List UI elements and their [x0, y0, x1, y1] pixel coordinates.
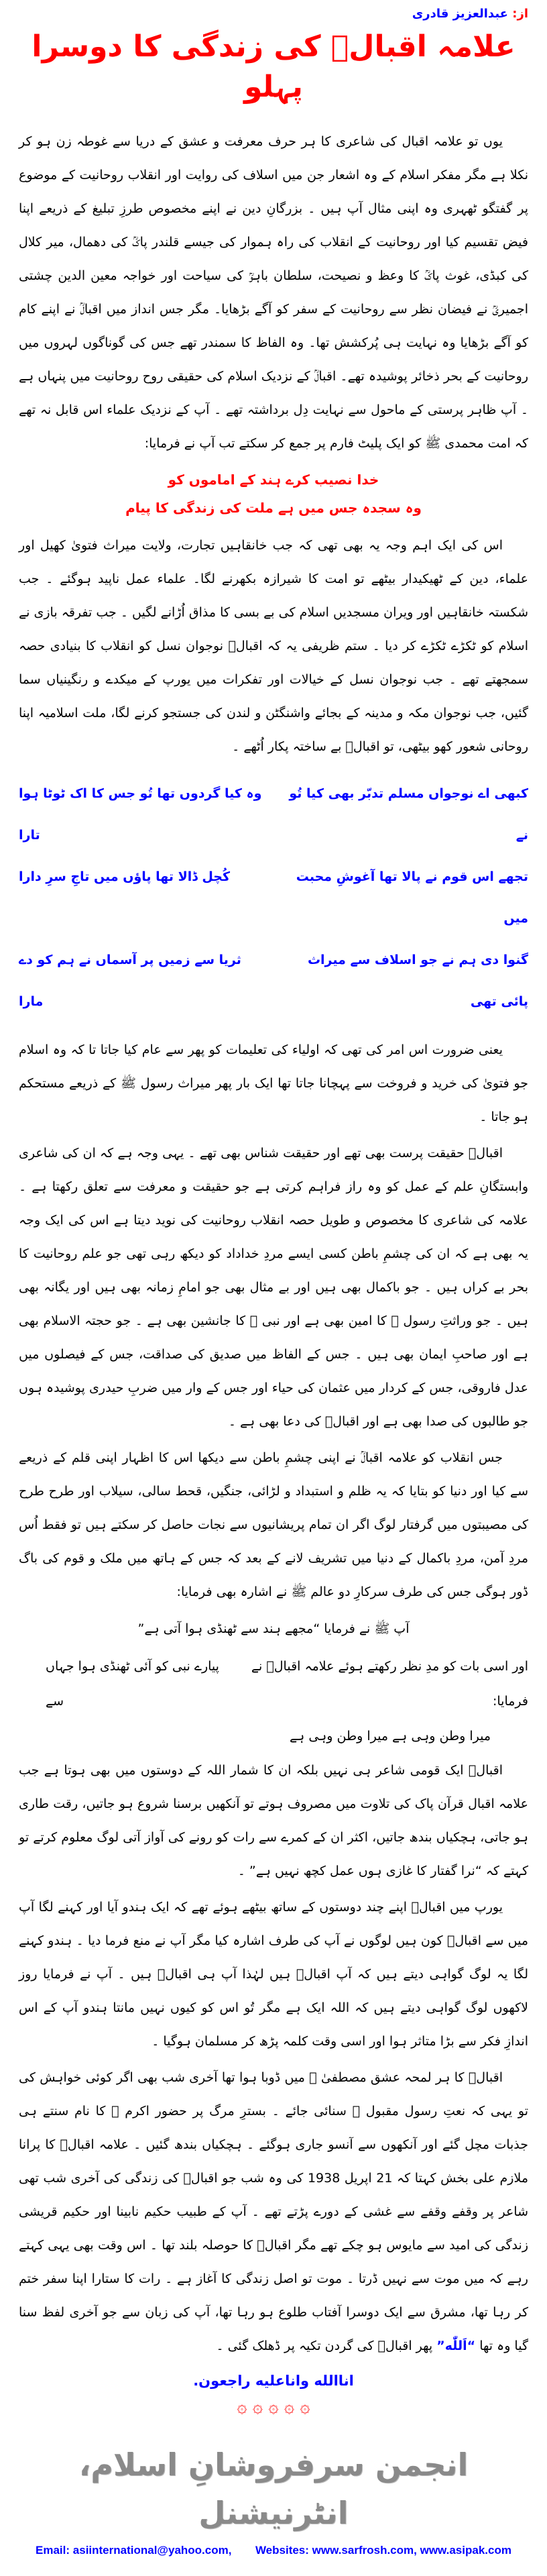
paragraph-7-text: یورپ میں اقبالؒ اپنے چند دوستوں کے ساتھ بیٹھے ہوئے تھے کہ ایک ہندو آیا اور کہنے لگا آپ میں سے اقبالؒ کون ہیں لوگوں نے آپ کی طرف اشارہ کیا مگر آپ نے منع فرما دیا ۔ ہندو کہنے لگا یہ لوگ گواہی دیتے ہیں کہ آپ اقبالؒ ہیں لہٰذا آپ ہی اقبالؒ ہیں ۔ آپ نے فرمایا روز لاکھوں لوگ گواہی دیتے ہیں کہ اللہ ایک ہے مگر تُو اس کو کیوں نہیں مانتا ہندو آپ کے اس اندازِ فکر سے بڑا متاثر ہوا اور اسی وقت کلمہ پڑھ کر مسلمان ہوگیا ۔	[19, 1900, 528, 2049]
red-verse	[19, 466, 528, 522]
couplet-hemistich-left: ثریا سے زمیں پر آسماں نے ہم کو دے مارا	[19, 953, 241, 1009]
couplet-hemistich-left: کُچل ڈالا تھا پاؤں میں تاجِ سرِ دارا	[19, 869, 231, 884]
couplet-row	[19, 939, 528, 1022]
watan-couplet-line-1: پیارے نبی کو آئی ٹھنڈی ہوا جہاں سے	[46, 1659, 219, 1709]
paragraph-8-text-after: پھر اقبالؒ کی گردن تکیہ پر ڈھلک گئی ۔	[216, 2339, 437, 2353]
paragraph-1	[19, 125, 528, 460]
paragraph-4-text: اقبالؒ حقیقت پرست بھی تھے اور حقیقت شناس بھی تھے ۔ یہی وجہ ہے کہ ان کی شاعری وابستگانِ علم کے عمل کو وہ راز فراہم کرتی ہے جو حقیقت و معرفت سے تعلق رکھتا ہے ۔ علامہ کی شاعری کا مخصوص و طویل حصہ انقلاب روحانیت کی نوید دیتا ہے اس کی ایک وجہ یہ بھی ہے کہ ان کی چشمِ باطن کسی ایسے مردِ خداداد کو دیکھ رہی تھی جو علم روحانیت کا بحر بے کراں ہیں ۔ جو باکمال بھی ہیں اور بے مثال بھی جو امامِ زمانہ بھی ہیں اور یگانہ بھی ہیں ۔ جو وراثتِ رسول ﷺ کا امین بھی ہے اور نبی ﷺ کا جانشین بھی ہے ۔ جو حجتہ الاسلام بھی ہے اور صاحبِ ایمان بھی ہیں ۔ جس کے الفاظ میں صدیق کی صداقت، جس کے فیصلوں میں عدل فاروقی، جس کے کردار میں عثمان کی حیاء اور جس کے وار میں ضربِ حیدری پوشیدہ ہوں جو طالبوں کی صدا بھی ہے اور اقبالؒ کی دعا بھی ہے ۔	[19, 1146, 528, 1429]
closing-dua: اناالله واناعليه راجعون.	[193, 2373, 354, 2389]
paragraph-5	[19, 1441, 528, 1609]
paragraph-8-text-before: اقبالؒ کا ہر لمحہ عشق مصطفیٰ ﷺ میں ڈوبا ہوا تھا آخری شب بھی اگر کوئی خواہش کی تو یہی کہ نعتِ رسول مقبول ﷺ سنائی جائے ۔ بسترِ مرگ پر حضور اکرم ﷺ کا نام سنتے ہی جذبات مچل گئے اور آنکھوں سے آنسو جاری ہوگئے ۔ ہچکیاں بندھ گئیں ۔ علامہ اقبالؒ کا پرانا ملازم علی بخش کہتا کہ 21 اپریل 1938 کی وہ شب جو اقبالؒ کی زندگی کی آخری شب تھی شاعر پر وقفے وقفے سے غشی کے دورے پڑتے تھے ۔ آپ کے طبیب حکیم نابینا اور حکیم قریشی زندگی کی امید سے مایوس ہو چکے تھے مگر اقبالؒ کا حوصلہ بلند تھا ۔ اس وقت بھی یہی کہتے رہے کہ میں موت سے نہیں ڈرتا ۔ موت تو اصل زندگی کا آغاز ہے ۔ رات کا ستارا اپنا سفر ختم کر رہا تھا، مشرق سے ایک دوسرا آفتاب طلوع ہو رہا تھا، آپ کی زبان سے جو آخری لفظ سنا گیا وہ تھا	[19, 2070, 528, 2353]
paragraph-4	[19, 1136, 528, 1438]
couplet-row	[19, 856, 528, 939]
paragraph-5-text: جس انقلاب کو علامہ اقبالؒ نے اپنی چشمِ باطن سے دیکھا اس کا اظہار اپنی قلم کے ذریعے سے کیا اور دنیا کو بتایا کہ یہ ظلم و استبداد و لڑائی، جنگیں، قحط سالی، سیلاب اور طرح طرح کی مصیبتوں میں گرفتار لوگ اگر ان تمام پریشانیوں سے نجات حاصل کر سکتے ہیں تو فقط اُس مردِ آمن، مردِ باکمال کے دنیا میں تشریف لانے کے بعد کہ جس کے ہاتھ میں ملک و قوم کی باگ ڈور ہوگی جس کی طرف سرکارِ دو عالم ﷺ نے اشارہ بھی فرمایا:	[19, 1450, 528, 1599]
ornament-stars-icon: ۞ ۞ ۞ ۞ ۞	[237, 2397, 310, 2417]
byline	[19, 5, 528, 23]
email-label: Email:	[36, 2544, 70, 2557]
watan-couplet-line-2: میرا وطن وہی ہے میرا وطن وہی ہے	[290, 1729, 491, 1743]
allah-word-highlight: “اَللّٰه”	[436, 2339, 476, 2353]
website-link-sarfrosh[interactable]: www.sarfrosh.com,	[312, 2544, 417, 2557]
page-title: علامہ اقبالؒ کی زندگی کا دوسرا پہلو	[32, 30, 515, 104]
website-link-asipak[interactable]: www.asipak.com	[420, 2544, 511, 2557]
couplet-hemistich-left: وہ کیا گردوں تھا تُو جس کا اک ٹوٹا ہوا تارا	[19, 786, 262, 843]
red-verse-line-2: وہ سجدہ جس میں ہے ملت کی زندگی کا پیام	[125, 500, 422, 516]
email-link[interactable]: asiinternational@yahoo.com,	[72, 2544, 232, 2557]
byline-prefix: از:	[512, 7, 528, 21]
paragraph-3	[19, 1033, 528, 1134]
paragraph-6-text: اقبالؒ ایک قومی شاعر ہی نہیں بلکہ ان کا شمار اللہ کے دوستوں میں بھی ہوتا ہے جب علامہ اقبال قرآن پاک کی تلاوت میں مصروف ہوتے تو آنکھیں برسنا شروع ہو جاتیں، رقت طاری ہو جاتی، ہچکیاں بندھ جاتیں، اکثر ان کے کمرے سے رات کو رونے کی آواز آتی لوگ معلوم کرتے تو کہتے کہ “نرا گفتار کا غازی ہوں عمل کچھ نہیں ہے” ۔	[19, 1763, 528, 1878]
paragraph-8	[19, 2061, 528, 2363]
paragraph-2	[19, 529, 528, 763]
couplet-hemistich-right: کبھی اے نوجواں مسلم تدبّر بھی کیا تُو نے	[289, 786, 528, 843]
hadith-quote: آپ ﷺ نے فرمایا “مجھے ہند سے ٹھنڈی ہوا آتی ہے”	[137, 1621, 410, 1636]
footer-organization-title: انجمن سرفروشانِ اسلام، انٹرنیشنل	[78, 2447, 469, 2531]
paragraph-6	[19, 1754, 528, 1888]
iqbal-saying-intro: اور اسی بات کو مدِ نظر رکھتے ہوئے علامہ اقبالؒ نے فرمایا:	[251, 1659, 528, 1709]
couplet-hemistich-right: تجھے اس قوم نے پالا تھا آغوشِ محبت میں	[296, 869, 528, 926]
paragraph-1-text: یوں تو علامہ اقبال کی شاعری کا ہر حرف معرفت و عشق کے دریا سے غوطہ زن ہو کر نکلا ہے مگر مفکر اسلام کے وہ اشعار جن میں اسلاف کی روایت اور انقلاب روحانیت کے موضوع پر گفتگو ٹھہری وہ اپنی مثال آپ ہیں ۔ بزرگانِ دین نے اپنے مخصوص طرزِ تبلیغ کے ذریعے اپنا فیض تقسیم کیا اور روحانیت کے انقلاب کی راہ ہموار کی جیسے قلندر پاکؒ کی دھمال، میر کلال کی کبڈی، غوث پاکؒ کا وعظ و نصیحت، سلطان باہوؒ کی سیاحت اور خواجہ معین الدین چشتی اجمیریؒ نے فیضان نظر سے روحانیت کے سفر کو آگے بڑھایا۔ مگر جس انداز میں اقبالؒ نے اپنے کام کو آگے بڑھایا وہ نہایت ہی پُرکشش تھا۔ وہ الفاظ کا سمندر تھے جس کی گوناگوں لہروں میں روحانیت کے بحر ذخائر پوشیدہ تھے۔ اقبالؒ کے نزدیک اسلام کی حقیقی روح روحانیت میں پنہاں ہے ۔ آپ ظاہر پرستی کے ماحول سے نہایت دِل برداشتہ تھے ۔ آپ کے نزدیک علماء اس قابل نہ تھے کہ امت محمدی ﷺ کو ایک پلیٹ فارم پر جمع کر سکتے تب آپ نے فرمایا:	[19, 134, 528, 451]
blue-couplets	[19, 773, 528, 1022]
websites-label: Websites:	[255, 2544, 309, 2557]
byline-author: عبدالعزیز قادری	[412, 7, 508, 21]
red-verse-line-1: خدا نصیب کرے ہند کے اماموں کو	[168, 472, 379, 488]
couplet-row	[19, 773, 528, 856]
couplet-hemistich-right: گنوا دی ہم نے جو اسلاف سے میراث پائی تھی	[307, 953, 528, 1009]
iqbal-saying-line	[19, 1649, 528, 1719]
paragraph-7	[19, 1890, 528, 2058]
paragraph-2-text: اس کی ایک اہم وجہ یہ بھی تھی کہ جب خانقاہیں تجارت، ولایت میراث فتویٰ کھیل اور علماء، دین کے ٹھیکیدار بیٹھے تو امت کا شیرازہ بکھرنے لگا۔ علماء عمل ناپید ہوگئے ۔ جب شکستہ خانقاہیں اور ویران مسجدیں اسلام کی بے بسی کا مذاق اُڑانے لگیں ۔ جب تفرقہ بازی نے اسلام کو ٹکڑے ٹکڑے کر دیا ۔ ستم ظریفی یہ کہ اقبالؒ نوجوان نسل کو انقلاب کا بنیادی حصہ سمجھتے تھے ۔ جب نوجوان نسل کے خیالات اور تفکرات میں یورپ کے میکدے و رنگینیاں سما گئیں، جب نوجوان مکہ و مدینہ کے بجائے واشنگٹن و لندن کی جستجو کرنے لگا، ملت اسلامیہ اپنا روحانی شعور کھو بیٹھی، تو اقبالؒ بے ساختہ پکار اُٹھے ۔	[19, 538, 528, 754]
footer-contact-line	[19, 2541, 528, 2560]
paragraph-3-text: یعنی ضرورت اس امر کی تھی کہ اولیاء کی تعلیمات کو پھر سے عام کیا جاتا تا کہ وہ اسلام جو فتویٰ کی خرید و فروخت سے پہچانا جاتا تھا ایک بار پھر میراث رسول ﷺ کے ذریعے مستحکم ہو جاتا ۔	[19, 1042, 528, 1124]
